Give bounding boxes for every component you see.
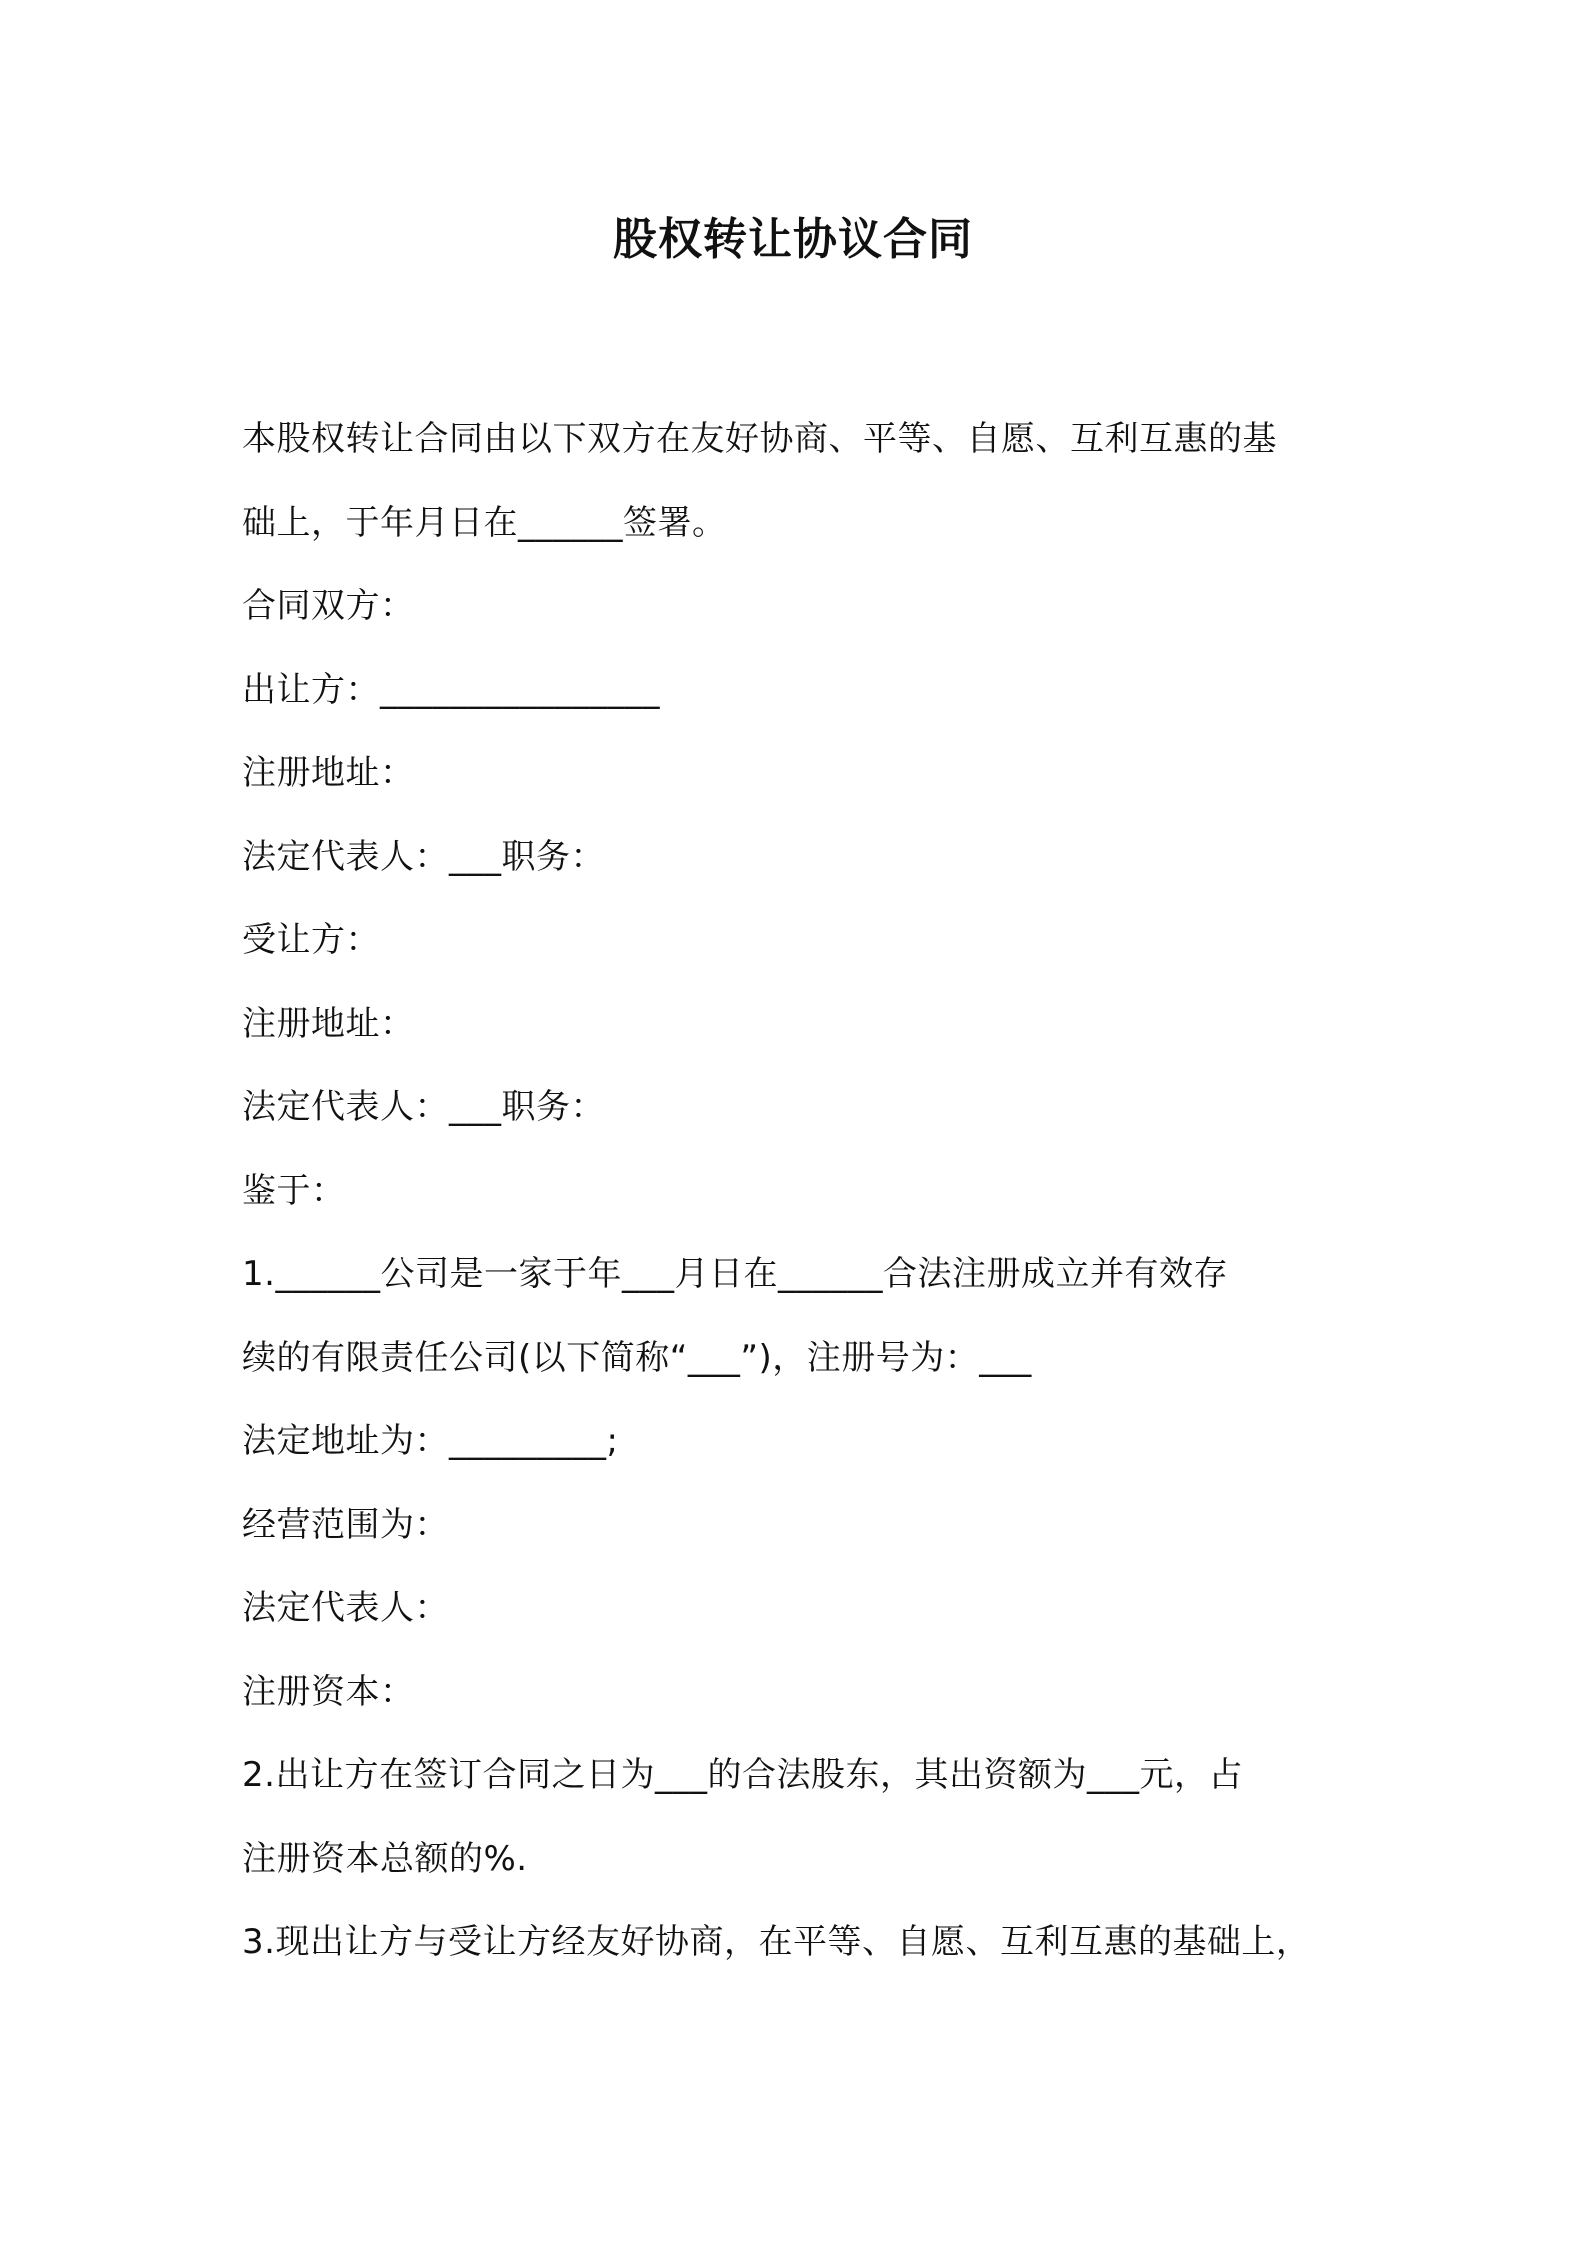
clause-3-line-1: 3.现出让方与受让方经友好协商，在平等、自愿、互利互惠的基础上，: [242, 1922, 1311, 1962]
preamble-line-2: 础上，于年月日在______签署。: [242, 502, 727, 543]
business-scope-field: 经营范围为：: [242, 1504, 449, 1545]
transferor-address-field: 注册地址：: [242, 753, 415, 793]
legal-address-field: 法定地址为：_________;: [242, 1421, 619, 1461]
clause-1-line-1: 1.______公司是一家于年___月日在______合法注册成立并有效存: [242, 1254, 1228, 1294]
transferor-representative-field: 法定代表人：___职务：: [242, 836, 605, 877]
transferee-address-field: 注册地址：: [242, 1003, 415, 1044]
document-title: 股权转让协议合同: [613, 214, 973, 265]
transferee-representative-field: 法定代表人：___职务：: [242, 1087, 605, 1127]
registered-capital-field: 注册资本：: [242, 1671, 415, 1712]
company-representative-field: 法定代表人：: [242, 1588, 449, 1628]
document-body: [242, 404, 1362, 1991]
preamble-line-1: 本股权转让合同由以下双方在友好协商、平等、自愿、互利互惠的基: [242, 419, 1277, 459]
whereas-heading: 鉴于：: [242, 1170, 346, 1211]
clause-2-line-1: 2.出让方在签订合同之日为___的合法股东，其出资额为___元，占: [242, 1755, 1243, 1795]
clause-2-line-2: 注册资本总额的%.: [242, 1838, 528, 1879]
parties-heading: 合同双方：: [242, 586, 415, 626]
transferee-field: 受让方：: [242, 920, 380, 960]
transferor-field: 出让方：________________: [242, 669, 660, 710]
clause-1-line-2: 续的有限责任公司(以下简称“___”)，注册号为：___: [242, 1337, 1032, 1378]
